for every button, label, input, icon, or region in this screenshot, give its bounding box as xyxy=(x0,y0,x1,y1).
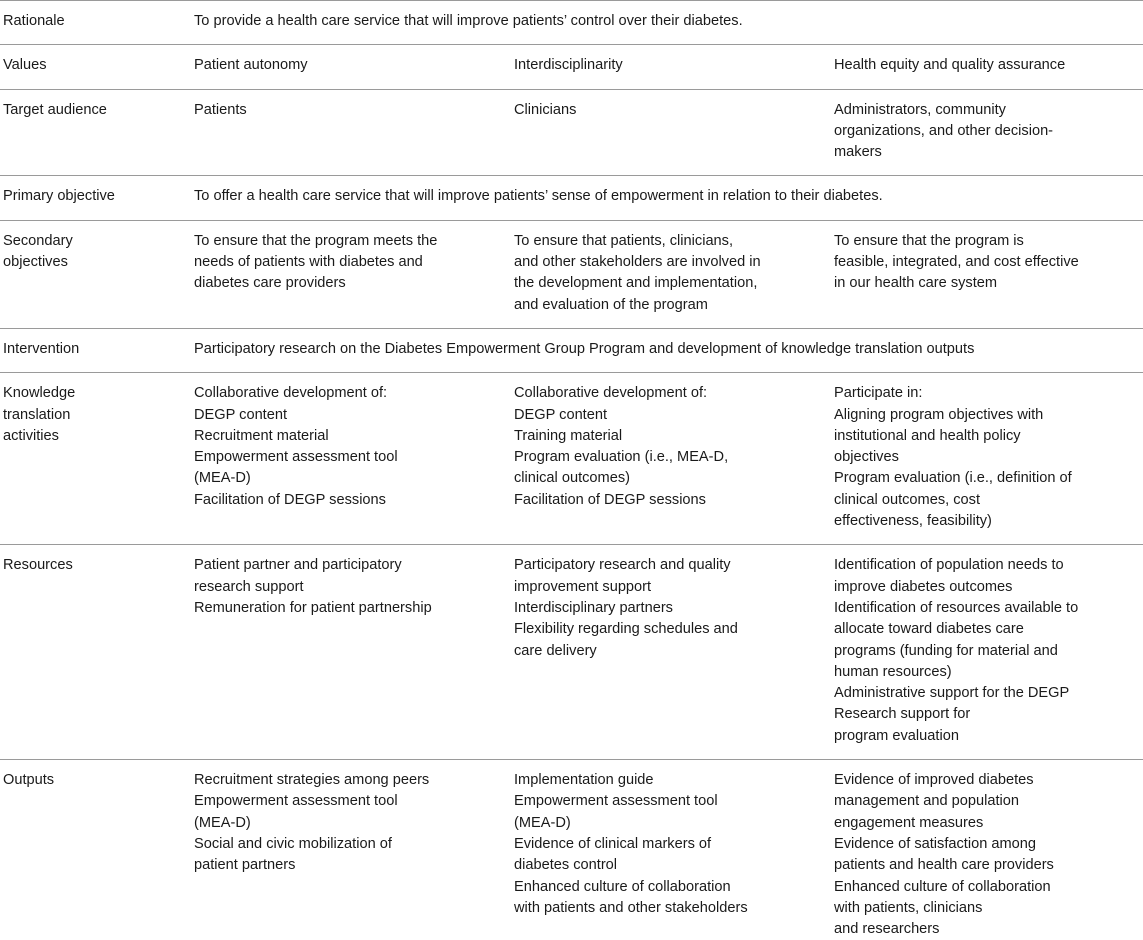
cell-line: Values xyxy=(3,55,186,76)
decision-makers-column-cell xyxy=(834,545,1143,760)
patients-column-cell xyxy=(194,373,514,545)
cell-line: Enhanced culture of collaboration xyxy=(834,877,1123,898)
cell-line: and researchers xyxy=(834,919,1123,940)
clinicians-column-cell xyxy=(514,545,834,760)
cell-line: feasible, integrated, and cost effective xyxy=(834,252,1123,273)
patients-column-cell xyxy=(194,220,514,328)
patients-column-cell xyxy=(194,45,514,89)
row-label xyxy=(0,373,194,545)
cell-line: needs of patients with diabetes and xyxy=(194,252,494,273)
cell-line: Participatory research and quality xyxy=(514,555,814,576)
cell-line: Target audience xyxy=(3,100,186,121)
cell-line: Outputs xyxy=(3,770,186,791)
cell-line: with patients, clinicians xyxy=(834,898,1123,919)
decision-makers-column-cell xyxy=(834,89,1143,176)
cell-line: Implementation guide xyxy=(514,770,814,791)
patients-column-cell xyxy=(194,89,514,176)
cell-line: To provide a health care service that will improve patients’ control over their diabetes. xyxy=(194,11,1123,32)
cell-line: translation xyxy=(3,405,186,426)
row-label xyxy=(0,45,194,89)
row-label xyxy=(0,545,194,760)
decision-makers-column-cell xyxy=(834,220,1143,328)
cell-line: and evaluation of the program xyxy=(514,295,814,316)
patients-column-cell xyxy=(194,760,514,940)
cell-line: Health equity and quality assurance xyxy=(834,55,1123,76)
row-label xyxy=(0,220,194,328)
cell-line: Interdisciplinary partners xyxy=(514,598,814,619)
row-label xyxy=(0,1,194,45)
cell-line: patients and health care providers xyxy=(834,855,1123,876)
cell-line: organizations, and other decision- xyxy=(834,121,1123,142)
table-row-secondary-objectives xyxy=(0,220,1143,328)
cell-line: Training material xyxy=(514,426,814,447)
cell-line: diabetes care providers xyxy=(194,273,494,294)
cell-line: improvement support xyxy=(514,577,814,598)
clinicians-column-cell xyxy=(514,220,834,328)
table-row-values xyxy=(0,45,1143,89)
cell-line: Collaborative development of: xyxy=(514,383,814,404)
cell-line: To ensure that the program meets the xyxy=(194,231,494,252)
table-row-resources xyxy=(0,545,1143,760)
cell-line: Patient autonomy xyxy=(194,55,494,76)
cell-line: (MEA-D) xyxy=(514,813,814,834)
cell-line: Empowerment assessment tool xyxy=(194,447,494,468)
cell-line: Enhanced culture of collaboration xyxy=(514,877,814,898)
cell-line: Aligning program objectives with xyxy=(834,405,1123,426)
table-row-kt-activities xyxy=(0,373,1143,545)
cell-line: Flexibility regarding schedules and xyxy=(514,619,814,640)
cell-line: Clinicians xyxy=(514,100,814,121)
decision-makers-column-cell xyxy=(834,45,1143,89)
cell-line: objectives xyxy=(834,447,1123,468)
cell-line: the development and implementation, xyxy=(514,273,814,294)
cell-line: with patients and other stakeholders xyxy=(514,898,814,919)
table-row-outputs xyxy=(0,760,1143,940)
cell-line: Interdisciplinarity xyxy=(514,55,814,76)
cell-line: makers xyxy=(834,142,1123,163)
clinicians-column-cell xyxy=(514,760,834,940)
clinicians-column-cell xyxy=(514,45,834,89)
decision-makers-column-cell xyxy=(834,760,1143,940)
cell-line: Collaborative development of: xyxy=(194,383,494,404)
cell-line: clinical outcomes, cost xyxy=(834,490,1123,511)
cell-line: and other stakeholders are involved in xyxy=(514,252,814,273)
table-body xyxy=(0,1,1143,940)
cell-line: Identification of resources available to xyxy=(834,598,1123,619)
row-label xyxy=(0,760,194,940)
cell-line: programs (funding for material and xyxy=(834,641,1123,662)
cell-line: Evidence of improved diabetes xyxy=(834,770,1123,791)
cell-line: Patients xyxy=(194,100,494,121)
table-row-target-audience xyxy=(0,89,1143,176)
cell-line: research support xyxy=(194,577,494,598)
cell-line: Empowerment assessment tool xyxy=(514,791,814,812)
cell-line: care delivery xyxy=(514,641,814,662)
cell-line: Remuneration for patient partnership xyxy=(194,598,494,619)
cell-line: Administrative support for the DEGP xyxy=(834,683,1123,704)
cell-line: Recruitment strategies among peers xyxy=(194,770,494,791)
cell-line: To offer a health care service that will improve patients’ sense of empowerment in relation to their diabetes. xyxy=(194,186,1123,207)
cell-line: Program evaluation (i.e., MEA-D, xyxy=(514,447,814,468)
cell-line: Social and civic mobilization of xyxy=(194,834,494,855)
cell-line: Research support for xyxy=(834,704,1123,725)
cell-line: program evaluation xyxy=(834,726,1123,747)
cell-line: human resources) xyxy=(834,662,1123,683)
cell-line: Evidence of clinical markers of xyxy=(514,834,814,855)
cell-line: Secondary xyxy=(3,231,186,252)
cell-line: (MEA-D) xyxy=(194,813,494,834)
cell-line: objectives xyxy=(3,252,186,273)
row-span-cell xyxy=(194,328,1143,372)
patients-column-cell xyxy=(194,545,514,760)
cell-line: Administrators, community xyxy=(834,100,1123,121)
cell-line: effectiveness, feasibility) xyxy=(834,511,1123,532)
cell-line: engagement measures xyxy=(834,813,1123,834)
cell-line: Evidence of satisfaction among xyxy=(834,834,1123,855)
cell-line: allocate toward diabetes care xyxy=(834,619,1123,640)
row-label xyxy=(0,328,194,372)
row-span-cell xyxy=(194,176,1143,220)
table-row-intervention xyxy=(0,328,1143,372)
cell-line: clinical outcomes) xyxy=(514,468,814,489)
clinicians-column-cell xyxy=(514,89,834,176)
cell-line: Empowerment assessment tool xyxy=(194,791,494,812)
cell-line: activities xyxy=(3,426,186,447)
cell-line: DEGP content xyxy=(194,405,494,426)
cell-line: Program evaluation (i.e., definition of xyxy=(834,468,1123,489)
cell-line: To ensure that patients, clinicians, xyxy=(514,231,814,252)
cell-line: Rationale xyxy=(3,11,186,32)
cell-line: Intervention xyxy=(3,339,186,360)
cell-line: To ensure that the program is xyxy=(834,231,1123,252)
cell-line: Participatory research on the Diabetes Empowerment Group Program and development of knowledge translation outputs xyxy=(194,339,1123,360)
cell-line: Knowledge xyxy=(3,383,186,404)
cell-line: Facilitation of DEGP sessions xyxy=(514,490,814,511)
cell-line: patient partners xyxy=(194,855,494,876)
cell-line: Identification of population needs to xyxy=(834,555,1123,576)
cell-line: DEGP content xyxy=(514,405,814,426)
cell-line: diabetes control xyxy=(514,855,814,876)
cell-line: Patient partner and participatory xyxy=(194,555,494,576)
table-row-primary-objective xyxy=(0,176,1143,220)
cell-line: improve diabetes outcomes xyxy=(834,577,1123,598)
cell-line: Primary objective xyxy=(3,186,186,207)
cell-line: (MEA-D) xyxy=(194,468,494,489)
cell-line: institutional and health policy xyxy=(834,426,1123,447)
cell-line: Facilitation of DEGP sessions xyxy=(194,490,494,511)
clinicians-column-cell xyxy=(514,373,834,545)
cell-line: management and population xyxy=(834,791,1123,812)
row-label xyxy=(0,176,194,220)
row-label xyxy=(0,89,194,176)
cell-line: in our health care system xyxy=(834,273,1123,294)
decision-makers-column-cell xyxy=(834,373,1143,545)
cell-line: Recruitment material xyxy=(194,426,494,447)
table-row-rationale xyxy=(0,1,1143,45)
row-span-cell xyxy=(194,1,1143,45)
cell-line: Resources xyxy=(3,555,186,576)
cell-line: Participate in: xyxy=(834,383,1123,404)
